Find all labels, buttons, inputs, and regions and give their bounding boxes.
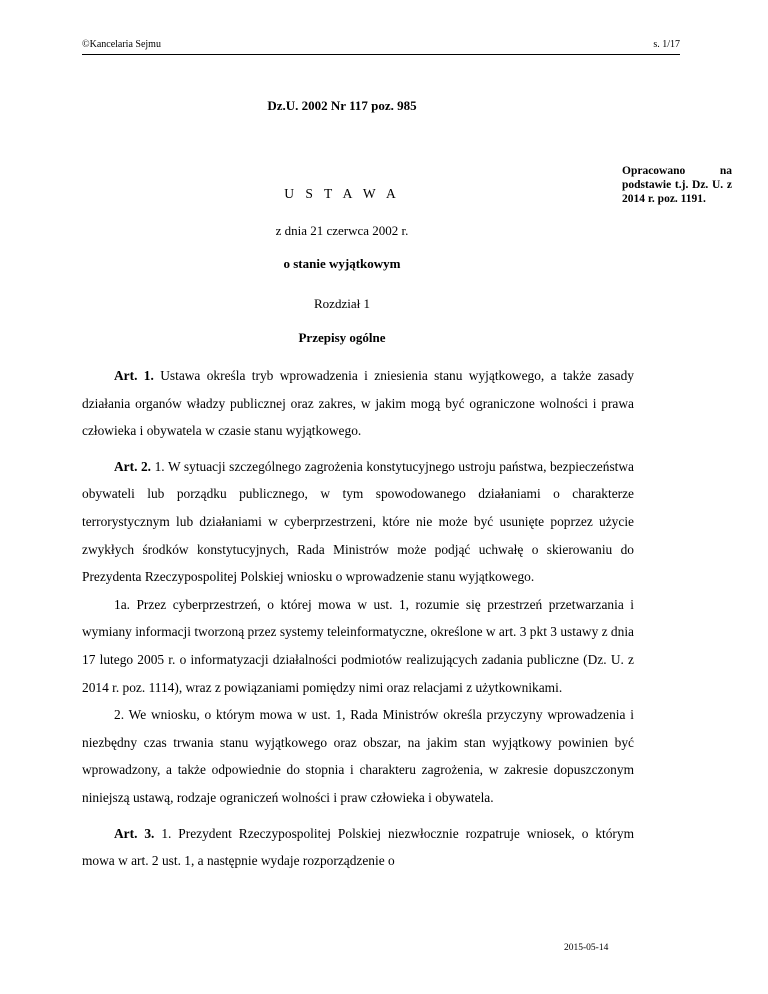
header-page-number: s. 1/17 bbox=[653, 39, 680, 50]
act-subject: o stanie wyjątkowym bbox=[283, 256, 401, 271]
article-2-para-2: 2. We wniosku, o którym mowa w ust. 1, Rada Ministrów określa przyczyny wprowadzenia i niezbędny czas trwania stanu wyjątkowego oraz obszar, na jakim stan wyjątkowy powinien być wprowadzony, a także odpowiednie do stopnia i charakteru zagrożenia, w zakresie dopuszczonym niniejszą ustawą, rodzaje ograniczeń wolności i praw człowieka i obywatela. bbox=[82, 707, 634, 805]
article-3-para-1 bbox=[82, 820, 634, 875]
act-title: U S T A W A bbox=[284, 186, 400, 201]
article-label: Art. 3. bbox=[114, 825, 155, 841]
header-divider bbox=[82, 54, 680, 55]
article-text: 1. W sytuacji szczególnego zagrożenia konstytucyjnego ustroju państwa, bezpieczeństwa obywateli lub porządku publicznego, w tym spowodowanego działaniami o charakterze terrorystycznym lub działaniami w cyberprzestrzeni, które nie może być usunięte poprzez użycie zwykłych środków konstytucyjnych, Rada Ministrów może podjąć uchwałę o skierowaniu do Prezydenta Rzeczypospolitej Polskiej wniosku o wprowadzenie stanu wyjątkowego. bbox=[82, 458, 634, 585]
chapter-number: Rozdział 1 bbox=[314, 296, 370, 311]
article-label: Art. 2. bbox=[114, 458, 152, 474]
article-text: Ustawa określa tryb wprowadzenia i zniesienia stanu wyjątkowego, a także zasady działania organów władzy publicznej oraz zakres, w jakim mogą być ograniczone wolności i prawa człowieka i obywatela w czasie stanu wyjątkowego. bbox=[82, 368, 635, 439]
footer-date: 2015-05-14 bbox=[564, 943, 609, 953]
chapter-title: Przepisy ogólne bbox=[298, 330, 386, 345]
article-1 bbox=[82, 362, 634, 445]
article-2-para-1 bbox=[82, 453, 634, 591]
document-reference: Dz.U. 2002 Nr 117 poz. 985 bbox=[267, 98, 417, 113]
side-note: Opracowano na podstawie t.j. Dz. U. z 2014 r. poz. 1191. bbox=[622, 165, 732, 205]
act-date: z dnia 21 czerwca 2002 r. bbox=[275, 223, 409, 238]
act-body bbox=[82, 354, 634, 875]
article-text: 1. Prezydent Rzeczypospolitej Polskiej niezwłocznie rozpatruje wniosek, o którym mowa w art. 2 ust. 1, a następnie wydaje rozporządzenie o bbox=[82, 825, 635, 869]
article-2-para-1a: 1a. Przez cyberprzestrzeń, o której mowa w ust. 1, rozumie się przestrzeń przetwarzania i wymiany informacji tworzoną przez systemy teleinformatyczne, określone w art. 3 pkt 3 ustawy z dnia 17 lutego 2005 r. o informatyzacji działalności podmiotów realizujących zadania publiczne (Dz. U. z 2014 r. poz. 1114), wraz z powiązaniami pomiędzy nimi oraz relacjami z użytkownikami. bbox=[82, 596, 634, 695]
article-label: Art. 1. bbox=[114, 368, 154, 383]
header-source: ©Kancelaria Sejmu bbox=[82, 39, 161, 50]
